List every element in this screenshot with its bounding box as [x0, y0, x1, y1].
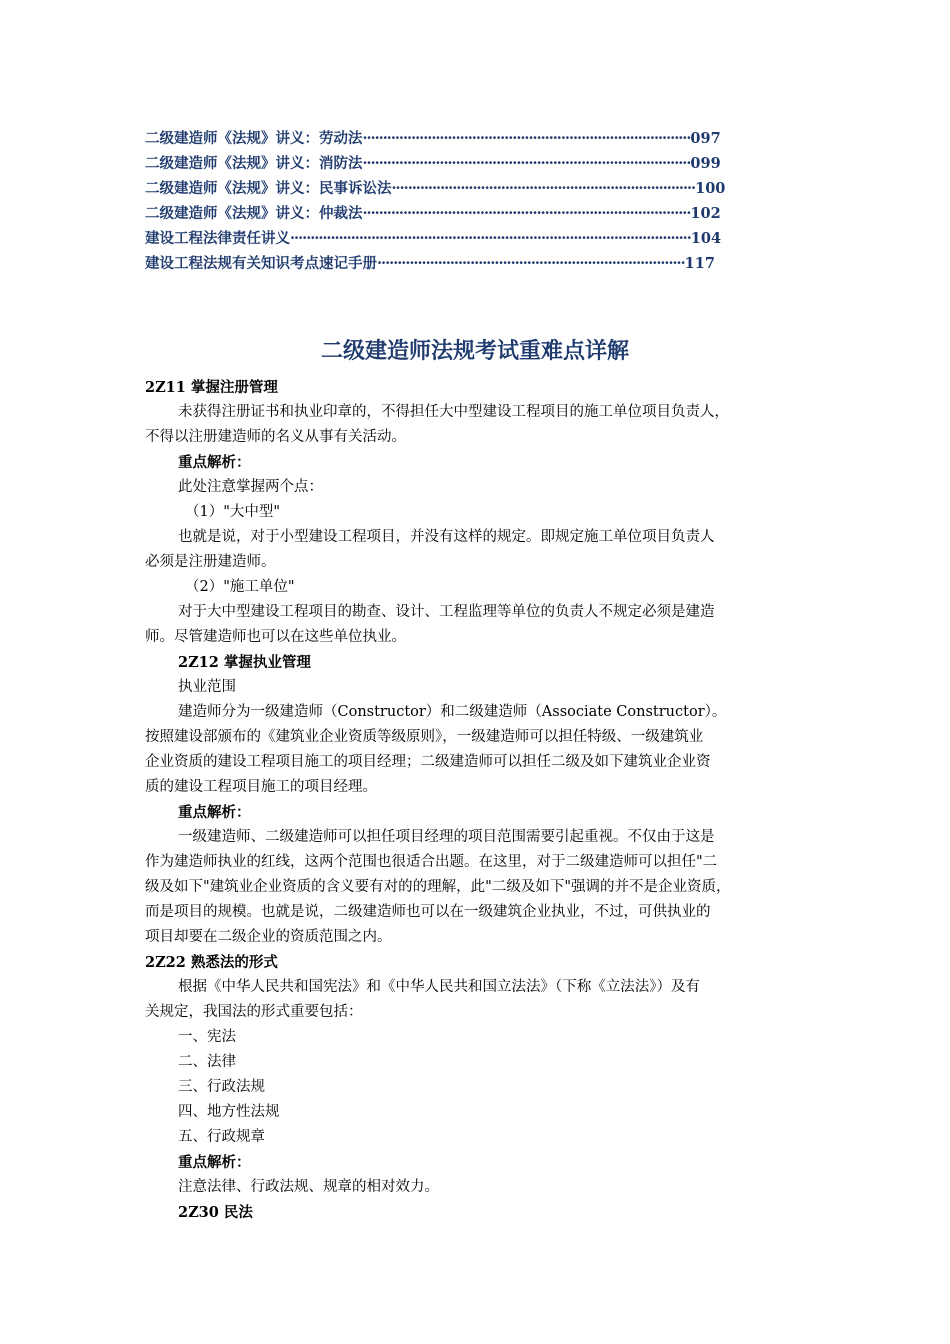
- paragraph-line: 企业资质的建设工程项目施工的项目经理；二级建造师可以担任二级及如下建筑业企业资: [145, 754, 711, 770]
- list-item: 一、宪法: [178, 1029, 236, 1045]
- section-heading: 2Z22 熟悉法的形式: [145, 954, 278, 971]
- toc-page-number: 097: [690, 130, 721, 147]
- paragraph-line: 必须是注册建造师。: [145, 554, 276, 570]
- paragraph-line: 级及如下"建筑业企业资质的含义要有对的的理解，此"二级及如下"强调的并不是企业资质，: [145, 879, 731, 895]
- analysis-heading: 重点解析：: [178, 804, 251, 821]
- toc-page-number: 104: [690, 230, 722, 247]
- list-item: （1）"大中型": [185, 504, 281, 520]
- paragraph-line: 按照建设部颁布的《建筑业企业资质等级原则》，一级建造师可以担任特级、一级建筑业: [145, 729, 704, 745]
- toc-entry[interactable]: [145, 201, 815, 226]
- paragraph-line: 师。尽管建造师也可以在这些单位执业。: [145, 629, 406, 645]
- toc-page-number: 100: [695, 180, 726, 197]
- list-item: 三、行政法规: [178, 1079, 265, 1095]
- table-of-contents: [145, 126, 815, 276]
- paragraph-line: 执业范围: [178, 679, 236, 695]
- paragraph-line: 一级建造师、二级建造师可以担任项目经理的项目范围需要引起重视。不仅由于这是: [178, 829, 715, 845]
- paragraph-line: 根据《中华人民共和国宪法》和《中华人民共和国立法法》（下称《立法法》）及有: [178, 979, 700, 995]
- document-title: 二级建造师法规考试重难点详解: [320, 339, 629, 364]
- toc-entry-title: 建设工程法律责任讲义: [145, 230, 290, 247]
- list-item: 五、行政规章: [178, 1129, 265, 1145]
- paragraph-line: 而是项目的规模。也就是说，二级建造师也可以在一级建筑企业执业，不过，可供执业的: [145, 904, 711, 920]
- toc-entry[interactable]: [145, 226, 815, 251]
- toc-leader-dots: ············································································: [377, 255, 685, 272]
- paragraph-line: 作为建造师执业的红线，这两个范围也很适合出题。在这里，对于二级建造师可以担任"二: [145, 854, 718, 870]
- paragraph-line: 对于大中型建设工程项目的勘查、设计、工程监理等单位的负责人不规定必须是建造: [178, 604, 715, 620]
- toc-page-number: 117: [684, 255, 715, 272]
- section-heading: 2Z11 掌握注册管理: [145, 379, 278, 396]
- toc-leader-dots: ···································································································: [290, 230, 691, 247]
- toc-entry-title: 建设工程法规有关知识考点速记手册: [145, 255, 377, 272]
- paragraph-line: 建造师分为一级建造师（Constructor）和二级建造师（Associate Constructor）。: [178, 704, 727, 720]
- paragraph-line: 未获得注册证书和执业印章的，不得担任大中型建设工程项目的施工单位项目负责人，: [178, 404, 729, 420]
- toc-page-number: 102: [690, 205, 721, 222]
- toc-entry[interactable]: [145, 251, 815, 276]
- document-body: [145, 375, 815, 1225]
- toc-leader-dots: ·················································································: [362, 130, 691, 147]
- paragraph-line: 注意法律、行政法规、规章的相对效力。: [178, 1179, 439, 1195]
- toc-entry-title: 二级建造师《法规》讲义：民事诉讼法: [145, 180, 392, 197]
- toc-leader-dots: ·················································································: [362, 155, 691, 172]
- list-item: （2）"施工单位": [185, 579, 295, 595]
- paragraph-line: 项目却要在二级企业的资质范围之内。: [145, 929, 392, 945]
- section-heading: 2Z30 民法: [178, 1204, 253, 1221]
- toc-entry[interactable]: [145, 126, 815, 151]
- analysis-heading: 重点解析：: [178, 1154, 251, 1171]
- toc-entry[interactable]: [145, 176, 815, 201]
- toc-page-number: 099: [690, 155, 721, 172]
- analysis-heading: 重点解析：: [178, 454, 251, 471]
- list-item: 二、法律: [178, 1054, 236, 1070]
- toc-entry-title: 二级建造师《法规》讲义：仲裁法: [145, 205, 363, 222]
- list-item: 四、地方性法规: [178, 1104, 280, 1120]
- toc-entry-title: 二级建造师《法规》讲义：消防法: [145, 155, 363, 172]
- toc-leader-dots: ···········································································: [391, 180, 696, 197]
- toc-leader-dots: ·················································································: [362, 205, 691, 222]
- paragraph-line: 不得以注册建造师的名义从事有关活动。: [145, 429, 406, 445]
- toc-entry[interactable]: [145, 151, 815, 176]
- paragraph-line: 也就是说，对于小型建设工程项目，并没有这样的规定。即规定施工单位项目负责人: [178, 529, 715, 545]
- paragraph-line: 关规定，我国法的形式重要包括：: [145, 1004, 363, 1020]
- section-heading: 2Z12 掌握执业管理: [178, 654, 311, 671]
- paragraph-line: 此处注意掌握两个点：: [178, 479, 323, 495]
- toc-entry-title: 二级建造师《法规》讲义：劳动法: [145, 130, 363, 147]
- paragraph-line: 质的建设工程项目施工的项目经理。: [145, 779, 377, 795]
